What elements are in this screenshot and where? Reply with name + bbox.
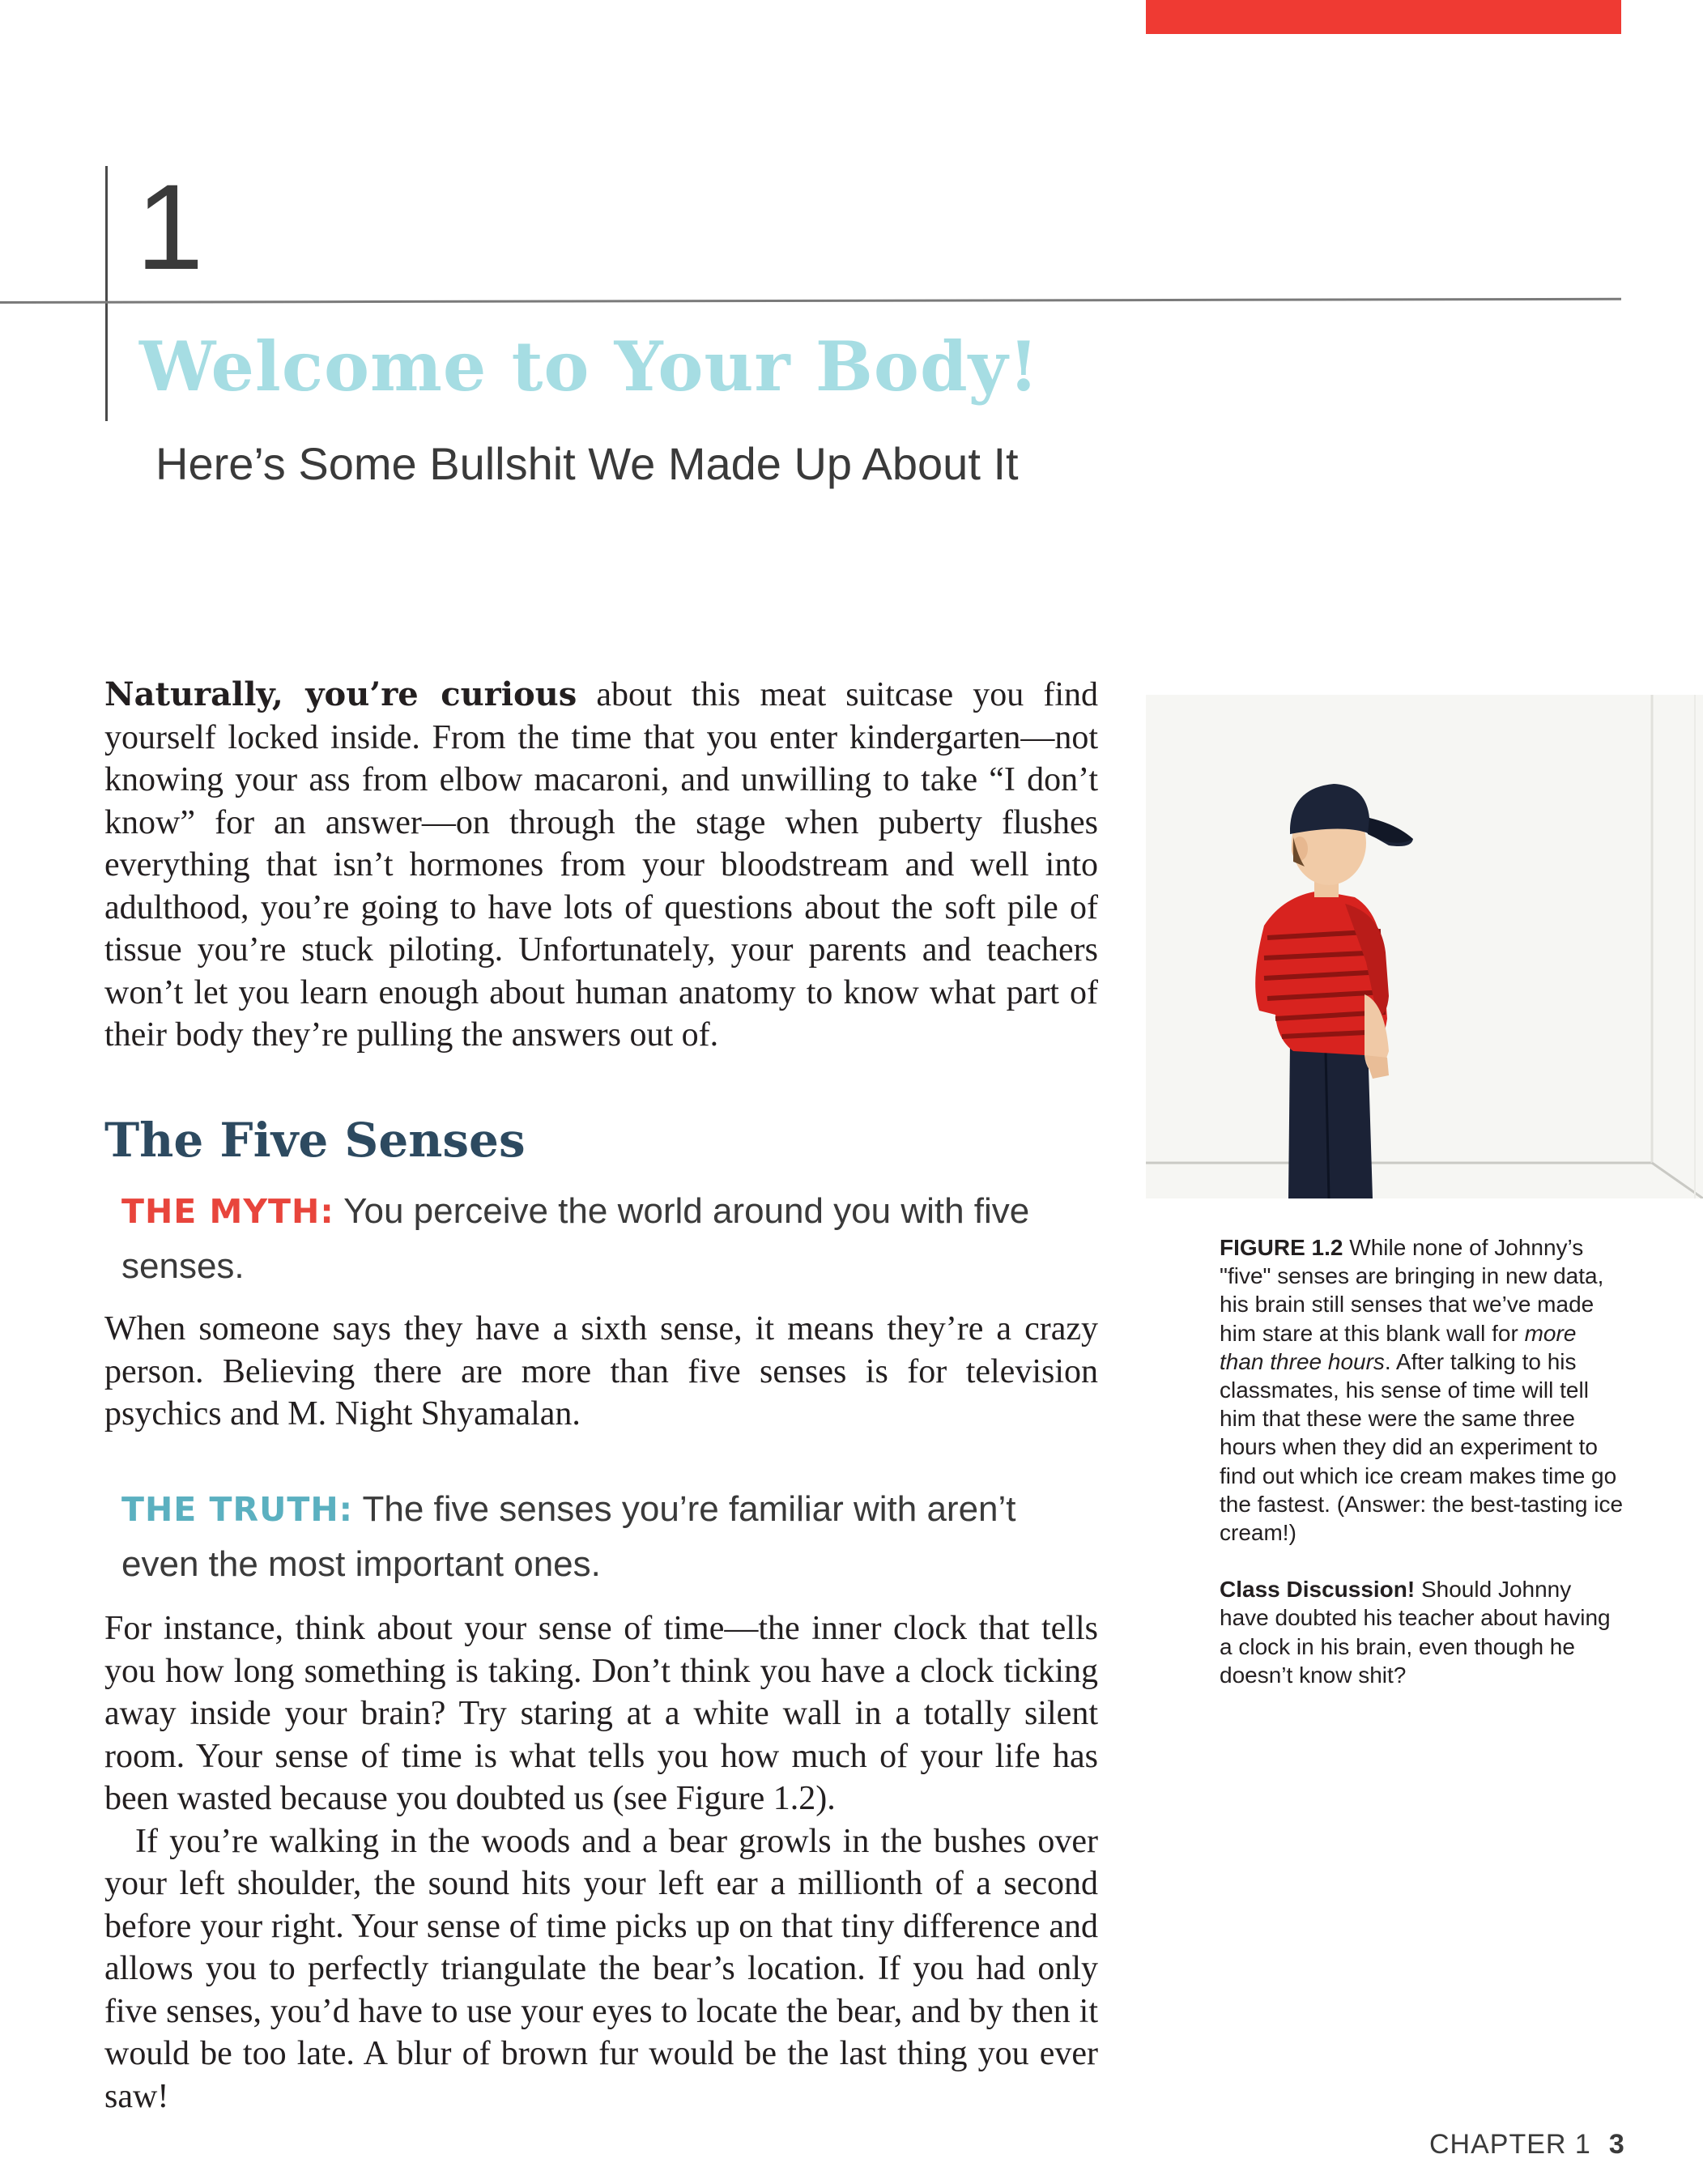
figure-illustration — [1146, 695, 1703, 1198]
truth-statement: The five senses you’re familiar with aren’t even the most important ones. — [121, 1489, 1016, 1584]
class-discussion — [1220, 1575, 1624, 1689]
chapter-color-tab — [1146, 0, 1621, 34]
intro-lead-in: Naturally, you’re curious — [104, 675, 577, 713]
myth-callout — [121, 1184, 1053, 1293]
myth-statement: You perceive the world around you with five senses. — [121, 1191, 1030, 1286]
myth-body-paragraph: When someone says they have a sixth sense, it means they’re a crazy person. Believing there are more than five senses is for television psychics and M. Night Shyamalan. — [104, 1310, 1098, 1433]
section-heading: The Five Senses — [104, 1113, 526, 1168]
intro-paragraph — [104, 674, 1098, 1057]
caption-part-1: While none of Johnny’s "five" senses are bringing in new data, his brain still senses that we’ve made him stare at this blank wall for — [1220, 1235, 1604, 1346]
boy-facing-wall-illustration — [1146, 695, 1703, 1198]
chapter-vertical-rule — [105, 166, 108, 421]
chapter-horizontal-rule — [0, 298, 1621, 304]
discussion-text: Should Johnny have doubted his teacher about having a clock in his brain, even though he doesn’t know shit? — [1220, 1577, 1611, 1688]
myth-label: THE MYTH: — [121, 1192, 334, 1231]
caption-italic: more than three hours — [1220, 1320, 1577, 1374]
footer-chapter-label: CHAPTER 1 — [1429, 2129, 1591, 2160]
page-number: 3 — [1608, 2129, 1625, 2160]
discussion-label: Class Discussion! — [1220, 1577, 1416, 1603]
truth-body — [104, 1607, 1098, 2118]
chapter-subtitle: Here’s Some Bullshit We Made Up About It — [155, 438, 1019, 489]
figure-label: FIGURE 1.2 — [1220, 1235, 1343, 1260]
truth-paragraph-2: If you’re walking in the woods and a bear growls in the bushes over your left shoulder, the sound hits your left ear a millionth of a second before your right. Your sense of time picks up on that tiny difference and allows you to perfectly triangulate the bear’s location. If you had only five senses, you’d have to use your eyes to locate the bear, and by then it would be too late. A blur of brown fur would be the last thing you ever saw! — [104, 1822, 1098, 2115]
chapter-number: 1 — [136, 159, 204, 295]
page-footer — [1429, 2128, 1625, 2161]
truth-label: THE TRUTH: — [121, 1490, 354, 1529]
figure-caption-text — [1220, 1233, 1624, 1547]
caption-part-2: . After talking to his classmates, his sense of time will tell him that these were the same three hours when they did an experiment to find out which ice cream makes time go the fastest. (Answer: the best-tasting ice cream!) — [1220, 1348, 1624, 1546]
truth-paragraph-1: For instance, think about your sense of time—the inner clock that tells you how long something is taking. Don’t think you have a clock ticking away inside your brain? Try staring at a white wall in a totally silent room. Your sense of time is what tells you how much of your life has been wasted because you doubted us (see Figure 1.2). — [104, 1610, 1098, 1817]
myth-body — [104, 1308, 1098, 1436]
chapter-title: Welcome to Your Body! — [139, 326, 1040, 407]
intro-text: about this meat suitcase you find yourself locked inside. From the time that you enter kindergarten—not knowing your ass from elbow macaroni, and unwilling to take “I don’t know” for an answer—on through the stage when puberty flushes everything that isn’t hormones from your bloodstream and well into adulthood, you’re going to have lots of questions about the soft pile of tissue you’re stuck piloting. Unfortunately, your parents and teachers won’t let you learn enough about human anatomy to know what part of their body they’re pulling the answers out of. — [104, 676, 1098, 1054]
figure-caption — [1220, 1233, 1624, 1689]
truth-callout — [121, 1482, 1053, 1591]
